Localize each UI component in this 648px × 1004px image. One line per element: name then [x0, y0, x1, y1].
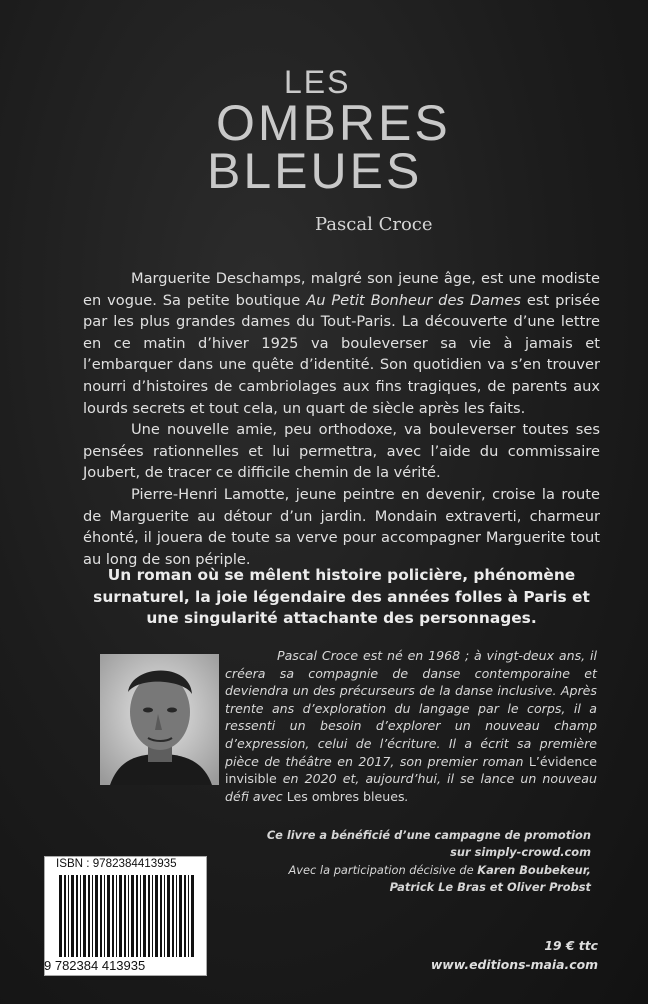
contributor-names: Patrick Le Bras et Oliver Probst [389, 879, 591, 894]
title-line-1: LES [284, 64, 351, 100]
tagline: Un roman où se mêlent histoire policière, phénomène surnaturel, la joie légendaire des années folles à Paris et une singularité attachante des personnages. [93, 566, 590, 627]
first-novel-title: L’évidence invisible [225, 753, 597, 787]
promotion-credit: Ce livre a bénéficié d’une campagne de promotion sur simply-crowd.com [266, 828, 591, 859]
synopsis [83, 268, 600, 570]
price: 19 € ttc [544, 938, 598, 953]
author-bio: Pascal Croce est né en 1968 ; à vingt-deux ans, il créera sa compagnie de danse contemporaine et deviendra un des précurseurs de la danse inclusive. Après trente ans d’exploration du langage par le corps, il a ressenti un besoin d’explorer un nouveau champ d’expression, celui de l’écriture. Il a écrit sa première pièce de théâtre en 2017, son premier roman L’évidence invisible en 2020 et, aujourd’hui, il se lance un nouveau défi avec Les ombres bleues. [225, 648, 597, 804]
isbn-label: ISBN : 9782384413935 [56, 857, 177, 870]
synopsis-paragraph-1: Marguerite Deschamps, malgré son jeune âge, est une modiste en vogue. Sa petite boutique Au Petit Bonheur des Dames est prisée par les plus grandes dames du Tout-Paris. La découverte d’une lettre en ce matin d’hiver 1925 va bouleverser sa vie à jamais et l’embarquer dans une quête d’identité. Son quotidien va s’en trouver nourri d’histoires de cambriolages aux fins tragiques, de parents aux lourds secrets et tout cela, un quart de siècle après les faits. [83, 270, 600, 417]
author-name: Pascal Croce [315, 214, 433, 235]
synopsis-paragraph-2: Une nouvelle amie, peu orthodoxe, va bouleverser toutes ses pensées rationnelles et lui permettra, avec l’aide du commissaire Joubert, de tracer ce difficile chemin de la vérité. [83, 421, 600, 482]
book-title-reference: Les ombres bleues [286, 788, 405, 804]
publisher-website: www.editions-maia.com [430, 957, 598, 972]
author-photo [100, 654, 219, 785]
synopsis-paragraph-3: Pierre-Henri Lamotte, jeune peintre en devenir, croise la route de Marguerite au détour d’un jardin. Mondain extraverti, charmeur éhonté, il jouera de toute sa verve pour accompagner Marguerite tout au long de son périple. [83, 485, 600, 568]
participation-credit: Avec la participation décisive de Karen Boubekeur, Patrick Le Bras et Oliver Probst [288, 863, 591, 894]
promotion-site: sur simply-crowd.com [450, 844, 591, 859]
contributor-name: Karen Boubekeur, [477, 863, 591, 877]
title-line-3: BLEUES [207, 143, 423, 199]
title-line-2: OMBRES [216, 95, 451, 151]
shop-name: Au Petit Bonheur des Dames [306, 291, 521, 309]
barcode-digits: 9 782384 413935 [44, 958, 146, 973]
